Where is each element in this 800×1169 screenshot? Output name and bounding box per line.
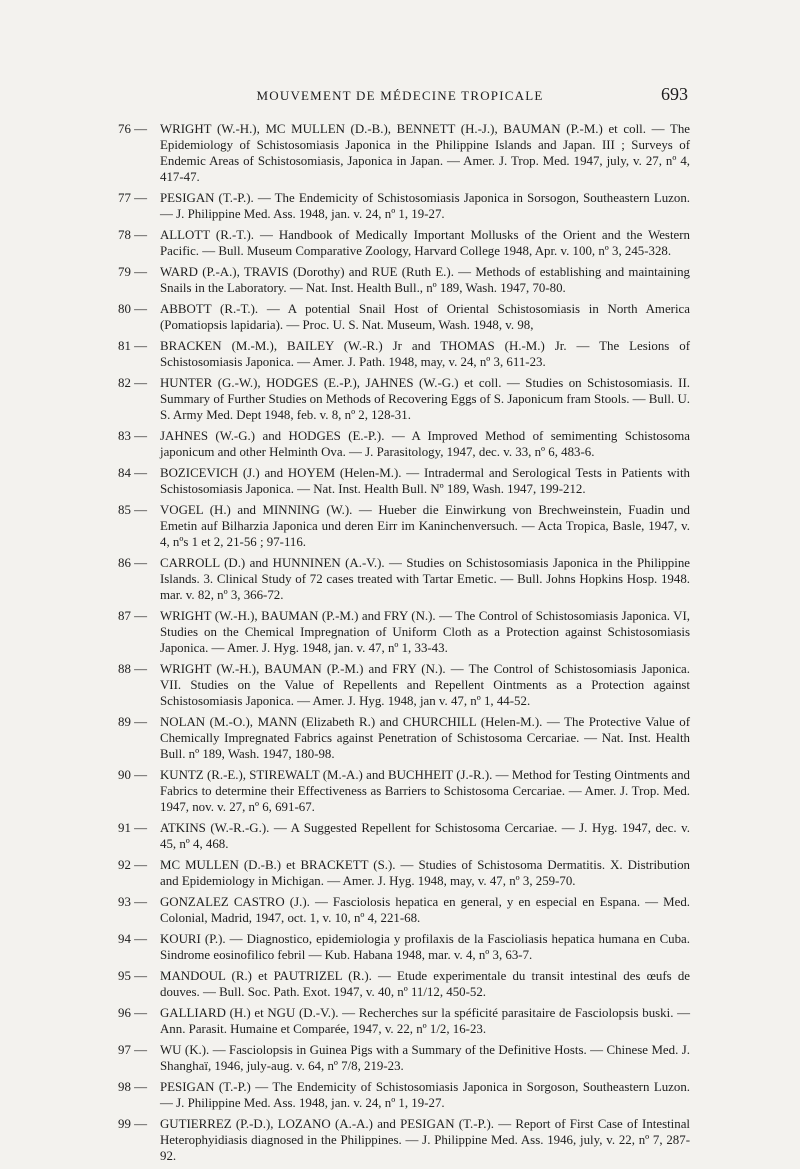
reference-number: 84 — [118, 465, 160, 481]
reference-number: 91 — [118, 820, 160, 836]
reference-entry [118, 301, 690, 333]
reference-number: 99 — [118, 1116, 160, 1132]
reference-text: WU (K.). — Fasciolopsis in Guinea Pigs with a Summary of the Definitive Hosts. — Chinese Med. J. Shanghaï, 1946, july-aug. v. 64, nº 7/8, 219-23. [160, 1043, 690, 1073]
reference-text: HUNTER (G.-W.), HODGES (E.-P.), JAHNES (W.-G.) et coll. — Studies on Schistosomiasis. II. Summary of Further Studies on Methods of Recovering Eggs of S. Japonicum fram Stools. — Bull. U. S. Army Med. Dept 1948, feb. v. 8, nº 2, 128-31. [160, 376, 690, 422]
reference-text: JAHNES (W.-G.) and HODGES (E.-P.). — A Improved Method of semimenting Schistosoma japonicum and other Helminth Ova. — J. Parasitology, 1947, dec. v. 33, nº 6, 483-6. [160, 429, 690, 459]
reference-entry [118, 338, 690, 370]
reference-text: GUTIERREZ (P.-D.), LOZANO (A.-A.) and PESIGAN (T.-P.). — Report of First Case of Intestinal Heterophyidiasis diagnosed in the Philippines. — J. Philippine Med. Ass. 1946, july, v. 22, nº 7, 287-92. [160, 1117, 690, 1163]
reference-number: 95 — [118, 968, 160, 984]
reference-number: 80 — [118, 301, 160, 317]
reference-entry [118, 121, 690, 185]
reference-text: ABBOTT (R.-T.). — A potential Snail Host of Oriental Schistosomiasis in North America (Pomatiopsis lapidaria). — Proc. U. S. Nat. Museum, Wash. 1948, v. 98, [160, 302, 690, 332]
reference-number: 82 — [118, 375, 160, 391]
reference-text: MANDOUL (R.) et PAUTRIZEL (R.). — Etude experimentale du transit intestinal des œufs de douves. — Bull. Soc. Path. Exot. 1947, v. 40, nº 11/12, 450-52. [160, 969, 690, 999]
reference-text: WRIGHT (W.-H.), BAUMAN (P.-M.) and FRY (N.). — The Control of Schistosomiasis Japonica. VI, Studies on the Chemical Impregnation of Uniform Cloth as a Protection against Schistosomiasis Japonica. — Amer. J. Hyg. 1948, jan. v. 47, nº 1, 33-43. [160, 609, 690, 655]
reference-text: ALLOTT (R.-T.). — Handbook of Medically Important Mollusks of the Orient and the Western Pacific. — Bull. Museum Comparative Zoology, Harvard College 1948, Apr. v. 100, nº 3, 245-328. [160, 228, 690, 258]
reference-number: 89 — [118, 714, 160, 730]
running-title: MOUVEMENT DE MÉDECINE TROPICALE [256, 88, 544, 103]
reference-text: PESIGAN (T.-P.). — The Endemicity of Schistosomiasis Japonica in Sorsogon, Southeastern Luzon. — J. Philippine Med. Ass. 1948, jan. v. 24, nº 1, 19-27. [160, 191, 690, 221]
page-header [0, 84, 800, 108]
reference-entry [118, 714, 690, 762]
reference-number: 93 — [118, 894, 160, 910]
reference-entry [118, 820, 690, 852]
reference-entry [118, 894, 690, 926]
reference-entry [118, 375, 690, 423]
reference-entry [118, 428, 690, 460]
reference-entry [118, 502, 690, 550]
reference-number: 86 — [118, 555, 160, 571]
reference-entry [118, 1042, 690, 1074]
reference-text: KUNTZ (R.-E.), STIREWALT (M.-A.) and BUCHHEIT (J.-R.). — Method for Testing Ointments and Fabrics to determine their Effectiveness as Barriers to Schistosoma Cercariae. — Amer. J. Trop. Med. 1947, nov. v. 27, nº 6, 691-67. [160, 768, 690, 814]
reference-text: GALLIARD (H.) et NGU (D.-V.). — Recherches sur la spéficité parasitaire de Fasciolopsis buski. — Ann. Parasit. Humaine et Comparée, 1947, v. 22, nº 1/2, 16-23. [160, 1006, 690, 1036]
reference-entry [118, 190, 690, 222]
reference-entry [118, 1079, 690, 1111]
reference-number: 79 — [118, 264, 160, 280]
reference-number: 76 — [118, 121, 160, 137]
reference-number: 87 — [118, 608, 160, 624]
reference-number: 96 — [118, 1005, 160, 1021]
reference-entry [118, 968, 690, 1000]
reference-number: 85 — [118, 502, 160, 518]
reference-text: KOURI (P.). — Diagnostico, epidemiologia y profilaxis de la Fascioliasis hepatica humana en Cuba. Sindrome eosinofilico febril — Kub. Habana 1948, mar. v. 4, nº 3, 63-7. [160, 932, 690, 962]
reference-text: BOZICEVICH (J.) and HOYEM (Helen-M.). — Intradermal and Serological Tests in Patients with Schistosomiasis Japonica. — Nat. Inst. Health Bull. Nº 189, Wash. 1947, 199-212. [160, 466, 690, 496]
reference-entry [118, 555, 690, 603]
reference-number: 88 — [118, 661, 160, 677]
reference-list [118, 121, 690, 1169]
reference-entry [118, 264, 690, 296]
reference-number: 94 — [118, 931, 160, 947]
reference-text: GONZALEZ CASTRO (J.). — Fasciolosis hepatica en general, y en especial en Espana. — Med. Colonial, Madrid, 1947, oct. 1, v. 10, nº 4, 221-68. [160, 895, 690, 925]
reference-text: NOLAN (M.-O.), MANN (Elizabeth R.) and CHURCHILL (Helen-M.). — The Protective Value of Chemically Impregnated Fabrics against Penetration of Schistosoma Cercariae. — Nat. Inst. Health Bull. nº 189, Wash. 1947, 180-98. [160, 715, 690, 761]
reference-entry [118, 931, 690, 963]
reference-entry [118, 227, 690, 259]
reference-text: WRIGHT (W.-H.), BAUMAN (P.-M.) and FRY (N.). — The Control of Schistosomiasis Japonica. VII. Studies on the Value of Repellents and Repellent Ointments as a Protection against Schistosomiasis Japonica. — Amer. J. Hyg. 1948, jan v. 47, nº 1, 44-52. [160, 662, 690, 708]
reference-text: MC MULLEN (D.-B.) et BRACKETT (S.). — Studies of Schistosoma Dermatitis. X. Distribution and Epidemiology in Michigan. — Amer. J. Hyg. 1948, may, v. 47, nº 3, 259-70. [160, 858, 690, 888]
reference-number: 92 — [118, 857, 160, 873]
reference-number: 78 — [118, 227, 160, 243]
reference-number: 77 — [118, 190, 160, 206]
reference-entry [118, 857, 690, 889]
reference-number: 97 — [118, 1042, 160, 1058]
reference-number: 81 — [118, 338, 160, 354]
reference-text: ATKINS (W.-R.-G.). — A Suggested Repellent for Schistosoma Cercariae. — J. Hyg. 1947, dec. v. 45, nº 4, 468. [160, 821, 690, 851]
reference-text: VOGEL (H.) and MINNING (W.). — Hueber die Einwirkung von Brechweinstein, Fuadin und Emetin auf Bilharzia Japonica und deren Eirr im Kaninchenversuch. — Acta Tropica, Basle, 1947, v. 4, nºs 1 et 2, 21-56 ; 97-116. [160, 503, 690, 549]
reference-entry [118, 661, 690, 709]
reference-text: PESIGAN (T.-P.) — The Endemicity of Schistosomiasis Japonica in Sorgoson, Southeastern Luzon. — J. Philippine Med. Ass. 1948, jan. v. 24, nº 1, 19-27. [160, 1080, 690, 1110]
reference-text: BRACKEN (M.-M.), BAILEY (W.-R.) Jr and THOMAS (H.-M.) Jr. — The Lesions of Schistosomiasis Japonica. — Amer. J. Path. 1948, may, v. 24, nº 3, 611-23. [160, 339, 690, 369]
page-number: 693 [661, 84, 688, 104]
reference-text: CARROLL (D.) and HUNNINEN (A.-V.). — Studies on Schistosomiasis Japonica in the Philippine Islands. 3. Clinical Study of 72 cases treated with Tartar Emetic. — Bull. Johns Hopkins Hosp. 1948. mar. v. 82, nº 3, 366-72. [160, 556, 690, 602]
reference-entry [118, 1116, 690, 1164]
reference-entry [118, 465, 690, 497]
reference-number: 83 — [118, 428, 160, 444]
reference-number: 98 — [118, 1079, 160, 1095]
reference-entry [118, 1005, 690, 1037]
reference-number: 90 — [118, 767, 160, 783]
reference-text: WRIGHT (W.-H.), MC MULLEN (D.-B.), BENNETT (H.-J.), BAUMAN (P.-M.) et coll. — The Epidemiology of Schistosomiasis Japonica in the Philippine Islands and Japan. III ; Surveys of Endemic Areas of Schistosomiasis, Japonica in Japan. — Amer. J. Trop. Med. 1947, july, v. 27, nº 4, 417-47. [160, 122, 690, 184]
reference-text: WARD (P.-A.), TRAVIS (Dorothy) and RUE (Ruth E.). — Methods of establishing and maintaining Snails in the Laboratory. — Nat. Inst. Health Bull., nº 189, Wash. 1947, 70-80. [160, 265, 690, 295]
reference-entry [118, 767, 690, 815]
reference-entry [118, 608, 690, 656]
